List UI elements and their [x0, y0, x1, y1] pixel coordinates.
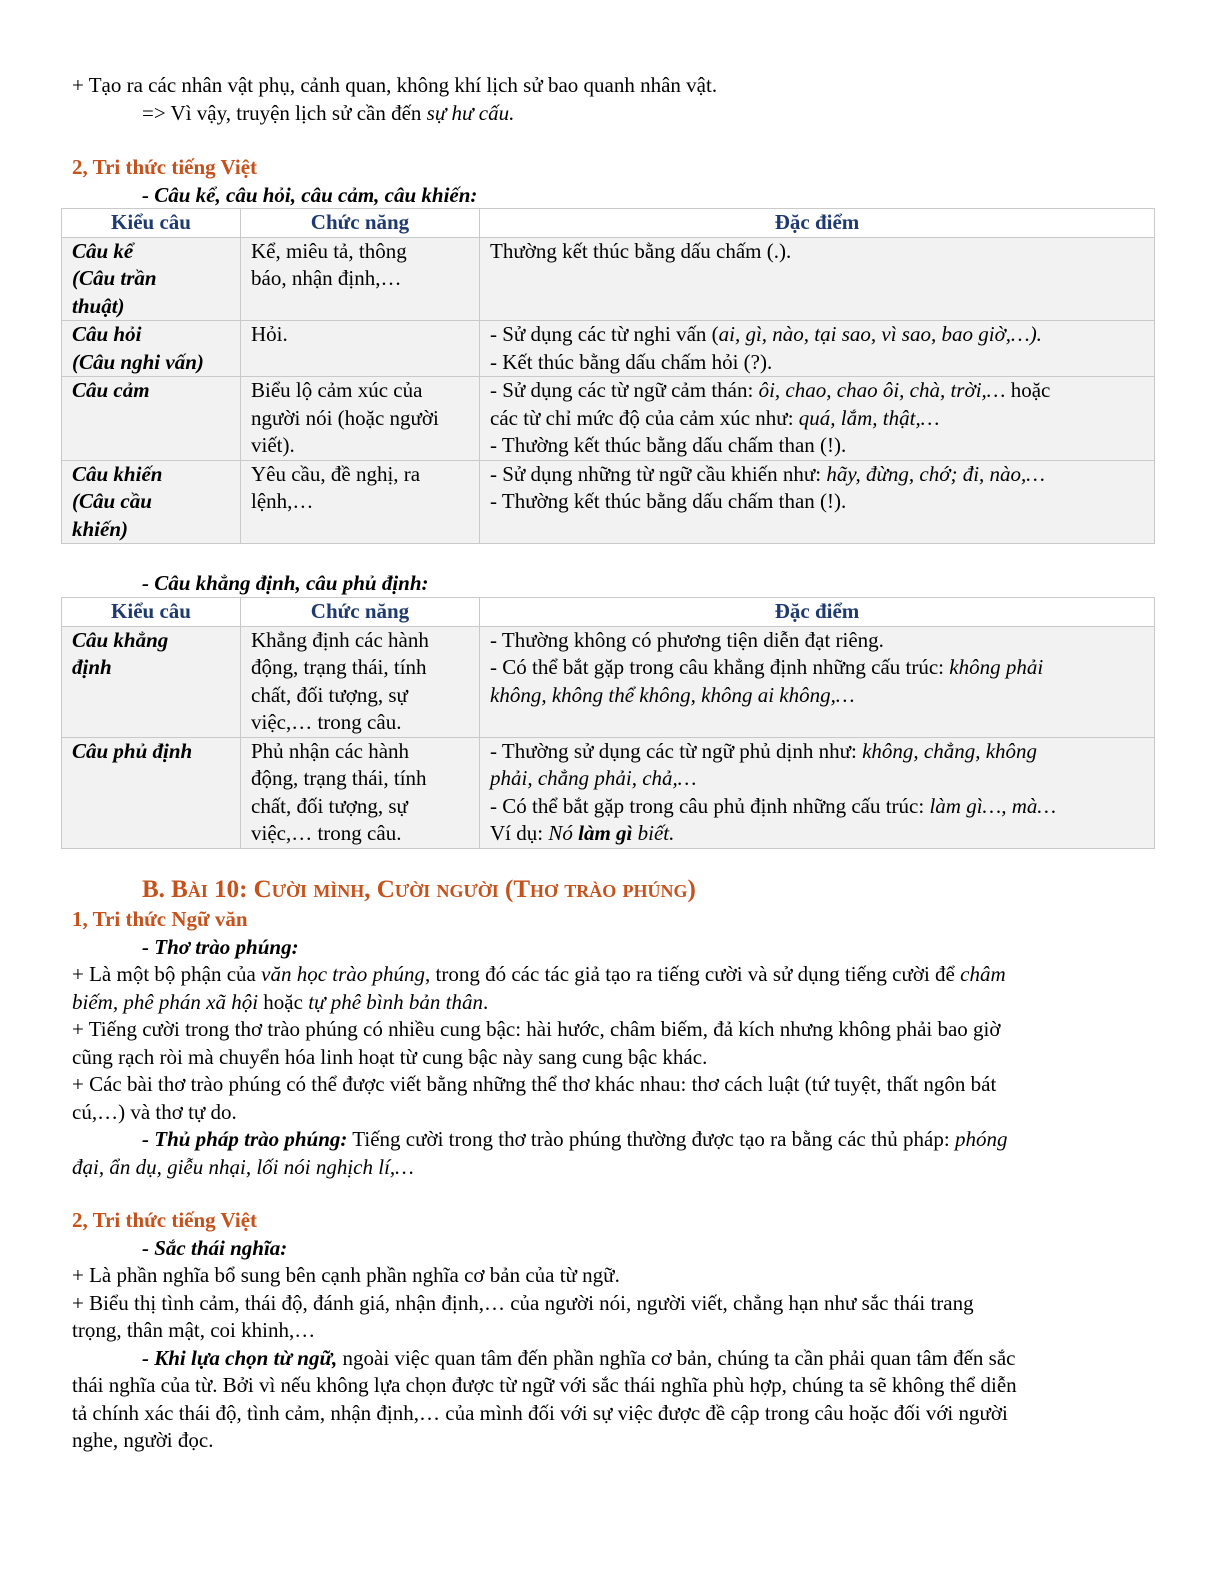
- table-row: [62, 321, 1155, 377]
- section-b2-body: [72, 1207, 1154, 1455]
- header-cell: Kiểu câu: [62, 598, 241, 627]
- subsection-2-block: [72, 570, 1154, 598]
- paragraph: - Khi lựa chọn từ ngữ, ngoài việc quan tâm đến phần nghĩa cơ bản, chúng ta cần phải quan tâm đến sắc thái nghĩa của từ. Bởi vì nếu không lựa chọn được từ ngữ với sắc thái nghĩa phù hợp, chúng ta sẽ không thể diễn tả chính xác thái độ, tình cảm, nhận định,… của mình đối với sự việc được đề cập trong câu hoặc đối với người nghe, người đọc.: [72, 1345, 1017, 1452]
- section-b-body: [72, 906, 1154, 1181]
- function-cell: Biểu lộ cảm xúc của người nói (hoặc người viết).: [241, 377, 480, 461]
- sentence-types-table: [61, 208, 1155, 544]
- lesson-heading: B. Bài 10: Cười mình, Cười người (Thơ trào phúng): [142, 876, 696, 903]
- table-row: [62, 737, 1155, 848]
- header-cell: Đặc điểm: [480, 598, 1155, 627]
- function-cell: Hỏi.: [241, 321, 480, 377]
- header-cell: Chức năng: [241, 598, 480, 627]
- table-row: [62, 626, 1155, 737]
- paragraph: + Các bài thơ trào phúng có thể được viết bằng những thể thơ khác nhau: thơ cách luật (tứ tuyệt, thất ngôn bát cú,…) và thơ tự do.: [72, 1072, 997, 1124]
- section-heading: 2, Tri thức tiếng Việt: [72, 155, 258, 179]
- subsection-title: - Sắc thái nghĩa:: [142, 1235, 288, 1260]
- subsection-title: - Thơ trào phúng:: [142, 934, 299, 959]
- table-header-row: [62, 209, 1155, 238]
- header-cell: Kiểu câu: [62, 209, 241, 238]
- table-header-row: [62, 598, 1155, 627]
- subsection-title: - Câu kể, câu hỏi, câu cảm, câu khiến:: [142, 182, 478, 207]
- type-cell: Câu hỏi (Câu nghi vấn): [62, 321, 241, 377]
- function-cell: Phủ nhận các hành động, trạng thái, tính chất, đối tượng, sự việc,… trong câu.: [241, 737, 480, 848]
- section-heading: 1, Tri thức Ngữ văn: [72, 907, 248, 931]
- feature-cell: - Sử dụng những từ ngữ cầu khiến như: hãy, đừng, chớ; đi, nào,… - Thường kết thúc bằng dấu chấm than (!).: [480, 460, 1155, 544]
- table-row: [62, 237, 1155, 321]
- type-cell: Câu khẳng định: [62, 626, 241, 737]
- section-a2-heading-block: [72, 154, 1154, 209]
- feature-cell: - Thường không có phương tiện diễn đạt riêng. - Có thể bắt gặp trong câu khẳng định những cấu trúc: không phải không, không thể không, không ai không,…: [480, 626, 1155, 737]
- paragraph: + Là phần nghĩa bổ sung bên cạnh phần nghĩa cơ bản của từ ngữ.: [72, 1263, 620, 1287]
- type-cell: Câu cảm: [62, 377, 241, 461]
- paragraph: - Thủ pháp trào phúng: Tiếng cười trong thơ trào phúng thường được tạo ra bằng các thủ pháp: phóng đại, ẩn dụ, giễu nhại, lối nói nghịch lí,…: [72, 1127, 1008, 1179]
- subsection-title: - Câu khẳng định, câu phủ định:: [142, 571, 429, 595]
- function-cell: Kể, miêu tả, thông báo, nhận định,…: [241, 237, 480, 321]
- function-cell: Yêu cầu, đề nghị, ra lệnh,…: [241, 460, 480, 544]
- section-heading: 2, Tri thức tiếng Việt: [72, 1208, 258, 1232]
- paragraph: + Biểu thị tình cảm, thái độ, đánh giá, nhận định,… của người nói, người viết, chẳng hạn như sắc thái trang trọng, thân mật, coi khinh,…: [72, 1290, 974, 1342]
- type-cell: Câu phủ định: [62, 737, 241, 848]
- affirm-negate-table: [61, 597, 1155, 849]
- type-cell: Câu kể (Câu trần thuật): [62, 237, 241, 321]
- table-row: [62, 460, 1155, 544]
- feature-cell: - Sử dụng các từ ngữ cảm thán: ôi, chao, chao ôi, chà, trời,… hoặc các từ chỉ mức độ của cảm xúc như: quá, lắm, thật,… - Thường kết thúc bằng dấu chấm than (!).: [480, 377, 1155, 461]
- intro-paragraph: [72, 72, 1154, 127]
- feature-cell: - Thường sử dụng các từ ngữ phủ dịnh như: không, chẳng, không phải, chẳng phải, chả,… - Có thể bắt gặp trong câu phủ định những cấu trúc: làm gì…, mà… Ví dụ: Nó làm gì biết.: [480, 737, 1155, 848]
- intro-line-2: => Vì vậy, truyện lịch sử cần đến sự hư cấu.: [142, 100, 515, 125]
- header-cell: Đặc điểm: [480, 209, 1155, 238]
- type-cell: Câu khiến (Câu cầu khiến): [62, 460, 241, 544]
- paragraph: + Là một bộ phận của văn học trào phúng, trong đó các tác giả tạo ra tiếng cười và sử dụng tiếng cười để châm biếm, phê phán xã hội hoặc tự phê bình bản thân.: [72, 962, 1006, 1014]
- intro-line-1: + Tạo ra các nhân vật phụ, cảnh quan, không khí lịch sử bao quanh nhân vật.: [72, 73, 718, 97]
- paragraph: + Tiếng cười trong thơ trào phúng có nhiều cung bậc: hài hước, châm biếm, đả kích nhưng không phải bao giờ cũng rạch ròi mà chuyển hóa linh hoạt từ cung bậc này sang cung bậc khác.: [72, 1017, 1001, 1069]
- header-cell: Chức năng: [241, 209, 480, 238]
- table-row: [62, 377, 1155, 461]
- feature-cell: - Sử dụng các từ nghi vấn (ai, gì, nào, tại sao, vì sao, bao giờ,…). - Kết thúc bằng dấu chấm hỏi (?).: [480, 321, 1155, 377]
- function-cell: Khẳng định các hành động, trạng thái, tính chất, đối tượng, sự việc,… trong câu.: [241, 626, 480, 737]
- feature-cell: Thường kết thúc bằng dấu chấm (.).: [480, 237, 1155, 321]
